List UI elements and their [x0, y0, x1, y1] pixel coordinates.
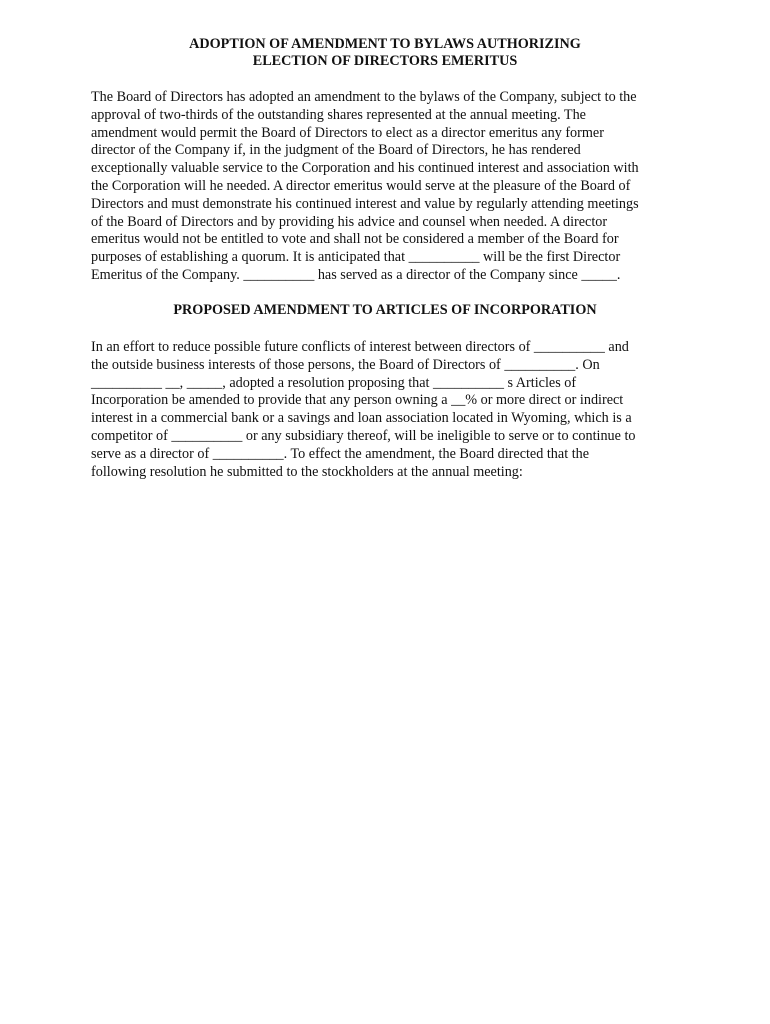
paragraph-line: exceptionally valuable service to the Corporation and his continued interest and association with [91, 160, 639, 177]
paragraph-line: emeritus would not be entitled to vote and shall not be considered a member of the Board for [91, 231, 619, 248]
bylaws-amendment-paragraph [91, 89, 691, 285]
paragraph-line: The Board of Directors has adopted an amendment to the bylaws of the Company, subject to the [91, 89, 637, 105]
document-title-line-2: ELECTION OF DIRECTORS EMERITUS [252, 53, 518, 69]
paragraph-line: serve as a director of __________. To effect the amendment, the Board directed that the [91, 445, 590, 462]
paragraph-line: interest in a commercial bank or a savings and loan association located in Wyoming, which is a [91, 410, 632, 427]
paragraph-line: Incorporation be amended to provide that any person owning a __% or more direct or indirect [91, 392, 624, 409]
paragraph-line: purposes of establishing a quorum. It is anticipated that __________ will be the first Director [91, 249, 621, 266]
paragraph-line: director of the Company if, in the judgment of the Board of Directors, he has rendered [91, 142, 581, 159]
paragraph-line: following resolution he submitted to the stockholders at the annual meeting: [91, 463, 523, 480]
paragraph-line: the outside business interests of those persons, the Board of Directors of __________. On [91, 356, 600, 373]
paragraph-line: the Corporation will he needed. A director emeritus would serve at the pleasure of the Board of [91, 177, 631, 194]
articles-amendment-paragraph [91, 339, 691, 481]
paragraph-line: approval of two-thirds of the outstanding shares represented at the annual meeting. The [91, 106, 586, 123]
paragraph-line: amendment would permit the Board of Directors to elect as a director emeritus any former [91, 124, 604, 141]
paragraph-line: Emeritus of the Company. __________ has served as a director of the Company since _____. [91, 266, 621, 283]
section-heading: PROPOSED AMENDMENT TO ARTICLES OF INCORPORATION [173, 302, 597, 318]
paragraph-line: In an effort to reduce possible future conflicts of interest between directors of __________ and [91, 339, 629, 355]
paragraph-line: of the Board of Directors and by providing his advice and counsel when needed. A director [91, 213, 608, 230]
paragraph-line: competitor of __________ or any subsidiary thereof, will be ineligible to serve or to continue to [91, 427, 636, 444]
paragraph-line: __________ __, _____, adopted a resolution proposing that __________ s Articles of [91, 374, 577, 391]
paragraph-line: Directors and must demonstrate his continued interest and value by regularly attending meetings [91, 195, 639, 212]
document-title-line-1: ADOPTION OF AMENDMENT TO BYLAWS AUTHORIZING [189, 36, 581, 52]
